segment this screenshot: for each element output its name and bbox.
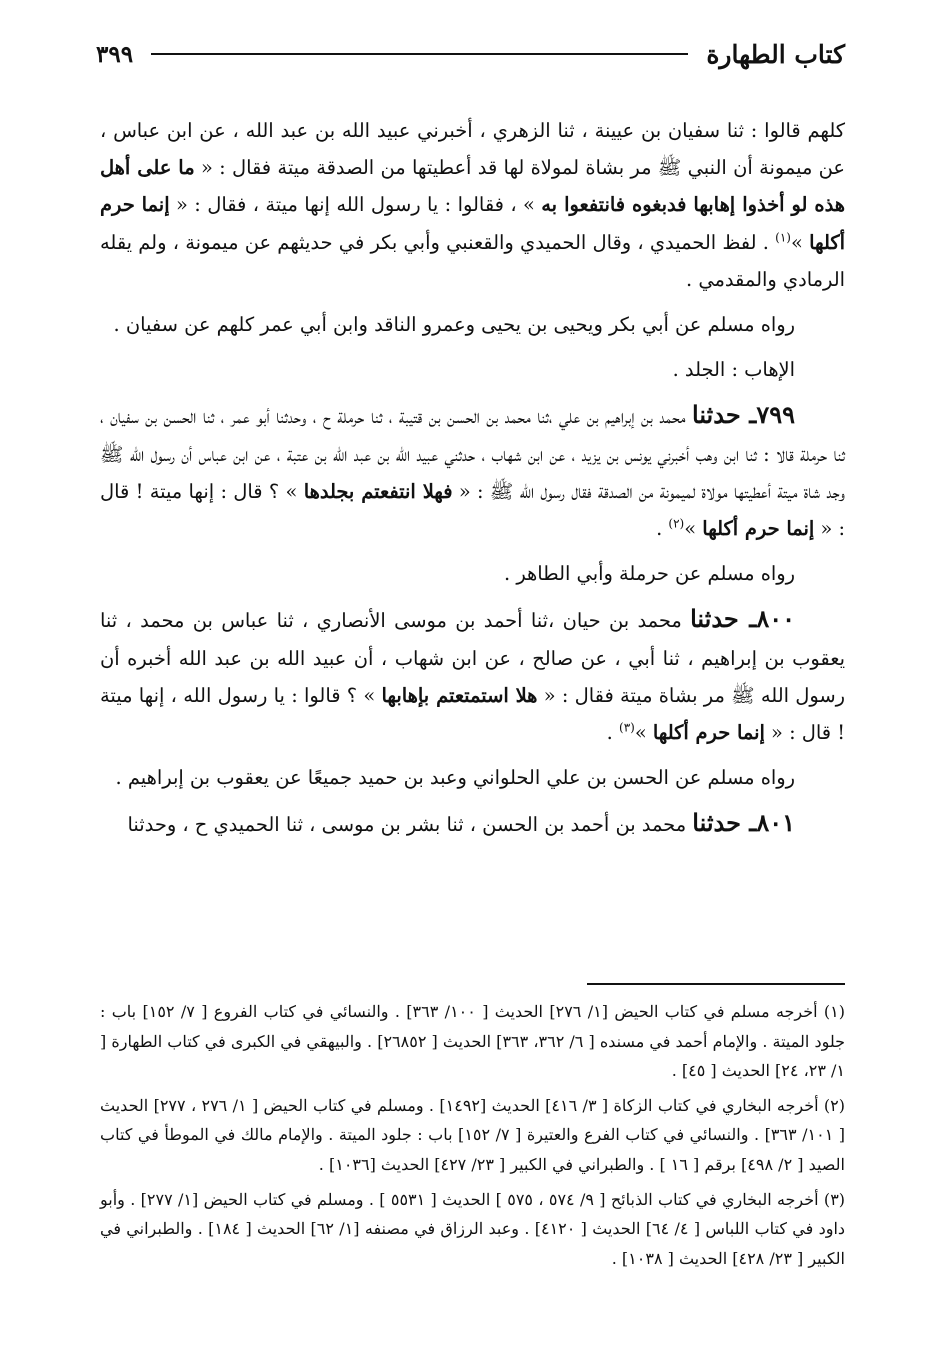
book-title: كتاب الطهارة — [706, 39, 845, 69]
page-header — [96, 34, 845, 74]
prophetic-quote: إنما حرم أكلها — [702, 517, 815, 541]
hadith-801 — [100, 804, 845, 843]
prophetic-quote: فهلا انتفعتم بجلدها — [303, 479, 453, 503]
footnote-separator — [587, 983, 845, 985]
text-segment: . — [656, 517, 663, 541]
hadith-number: ٨٠١ـ حدثنا — [692, 808, 795, 838]
prophetic-quote: إنما حرم أكلها — [652, 721, 765, 745]
text-segment: محمد بن إبراهيم بن علي ،ثنا محمد بن الحسن بن قتيبة ، ثنا حرملة ح ، وحدثنا أبو عمر ، ثنا الحسن بن سفيان ، ثنا حرملة قالا : ثنا ابن وهب أخبرني يونس بن يزيد ، عن ابن شهاب ، حدثني عبيد الله بن عبد الله بن عتبة ، عن ابن عباس أن رسول الله ﷺ وجد شاة ميتة أعطيتها مولاة لميمونة من الصدقة فقال رسول الله ﷺ : « — [100, 405, 846, 503]
hadith-799 — [100, 396, 845, 547]
footnote-ref: (٢) — [668, 516, 685, 531]
text-segment: محمد بن حيان ،ثنا أحمد بن موسى الأنصاري ، ثنا عباس بن محمد ، ثنا يعقوب بن إبراهيم ، ثنا أبي ، عن صالح ، عن ابن شهاب ، أن عبيد الله بن عبد الله أخبره أن رسول الله ﷺ مر بشاة ميتة فقال : « — [100, 609, 845, 707]
text-segment: كلهم قالوا : ثنا سفيان بن عيينة ، ثنا الزهري ، أخبرني عبيد الله بن عبد الله ، عن ابن عباس ، عن ميمونة أن النبي ﷺ مر بشاة لمولاة لها قد أعطيتها من الصدقة ميتة فقال : « — [100, 119, 845, 180]
hadith-number: ٨٠٠ـ حدثنا — [690, 604, 795, 634]
text-segment: . لفظ الحميدي ، وقال الحميدي والقعنبي وأبي بكر في حديثهم عن ميمونة ، ولم يقله الرمادي والمقدمي . — [100, 230, 845, 291]
main-text — [100, 112, 845, 844]
footnote-3: (٣) أخرجه البخاري في كتاب الذبائح [ ٩/ ٥٧٤ ، ٥٧٥ ] الحديث [ ٥٥٣١ ] . ومسلم في كتاب الحيض [١/ ٢٧٧] . وأبو داود في كتاب اللباس [ ٤/ ٦٤] الحديث [ ٤١٢٠] . وعبد الرزاق في مصنفه [١/ ٦٢] الحديث [ ١٨٤] . والطبراني في الكبير [ ٢٣/ ٤٢٨] الحديث [ ١٠٣٨] . — [100, 1189, 846, 1268]
text-segment: محمد بن أحمد بن الحسن ، ثنا بشر بن موسى ، ثنا الحميدي ح ، وحدثنا — [127, 813, 687, 837]
footnote-ref: (٣) — [619, 720, 635, 735]
narration-note: رواه مسلم عن الحسن بن علي الحلواني وعبد بن حميد جميعًا عن يعقوب بن إبراهيم . — [115, 766, 795, 790]
paragraph — [100, 112, 845, 298]
text-segment: » — [684, 517, 697, 541]
text-segment: » ، فقالوا : يا رسول الله إنها ميتة ، فقال : « — [176, 193, 535, 217]
prophetic-quote: إنما حرم أكلها — [100, 193, 845, 254]
hadith-800 — [100, 600, 845, 751]
text-segment: . — [606, 721, 613, 745]
prophetic-quote: هلا استمتعتم بإهابها — [381, 683, 538, 707]
prophetic-quote: ما على أهل هذه لو أخذوا إهابها فدبغوه فانتفعوا به — [100, 156, 845, 217]
definition-note: الإهاب : الجلد . — [672, 358, 795, 382]
narration-note: رواه مسلم عن أبي بكر ويحيى بن يحيى وعمرو الناقد وابن أبي عمر كلهم عن سفيان . — [113, 313, 795, 337]
narration-note: رواه مسلم عن حرملة وأبي الطاهر . — [504, 562, 795, 586]
footnotes — [100, 997, 845, 1278]
text-segment: » ؟ قالوا : يا رسول الله ، إنها ميتة ! قال : « — [100, 683, 845, 745]
hadith-number: ٧٩٩ـ حدثنا — [692, 400, 795, 430]
text-segment: » — [634, 721, 647, 745]
footnote-1: (١) أخرجه مسلم في كتاب الحيض [١/ ٢٧٦] الحديث [ ١٠٠/ ٣٦٣] . والنسائي في كتاب الفروع [ ٧/ ١٥٢] باب : جلود الميتة . والإمام أحمد في مسنده [ ٦/ ٣٦٢، ٣٦٣] الحديث [ ٢٦٨٥٢] . والبيهقي في الكبرى في كتاب الطهارة [ ١/ ٢٣، ٢٤] الحديث [ ٤٥] . — [100, 1002, 846, 1081]
page-number: ٣٩٩ — [96, 40, 134, 68]
text-segment: » — [790, 230, 803, 254]
footnote-2: (٢) أخرجه البخاري في كتاب الزكاة [ ٣/ ٤١٦] الحديث [١٤٩٢] . ومسلم في كتاب الحيض [ ١/ ٢٧٦ ، ٢٧٧] الحديث [ ١٠١/ ٣٦٣] . والنسائي في كتاب الفرع والعتيرة [ ٧/ ١٥٢] باب : جلود الميتة . والإمام مالك في الموطأ في كتاب الصيد [ ٢/ ٤٩٨] برقم [ ١٦ ] . والطبراني في الكبير [ ٢٣/ ٤٢٧] الحديث [١٠٣٦] . — [100, 1095, 846, 1174]
header-rule — [151, 53, 688, 55]
text-segment: » ؟ قال : إنها ميتة ! قال : « — [100, 479, 845, 541]
footnote-ref: (١) — [775, 230, 791, 245]
